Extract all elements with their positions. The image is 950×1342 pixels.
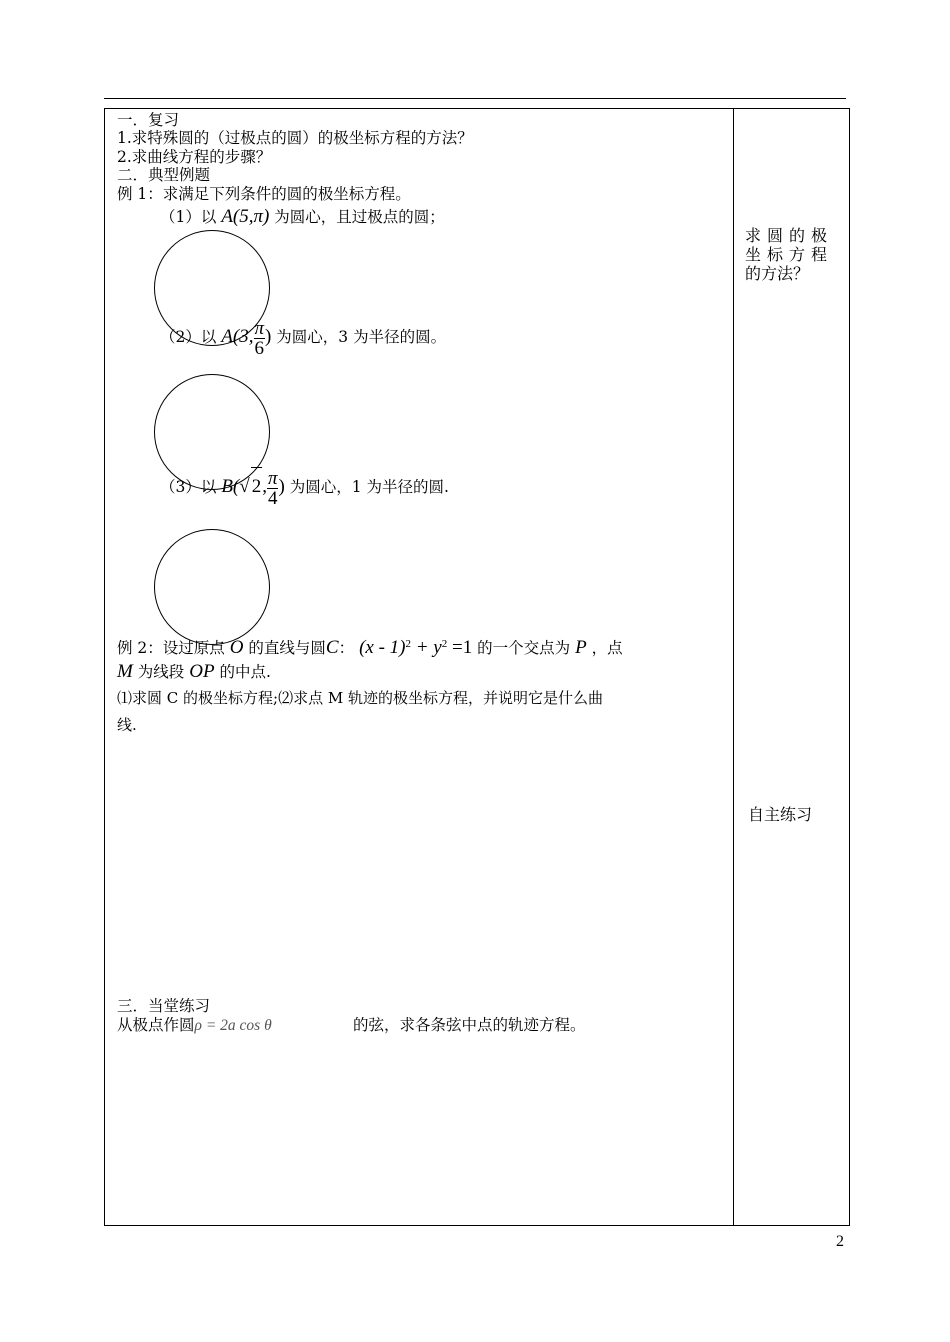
- item2-point-close: ): [265, 326, 272, 347]
- practice-problem: [117, 1016, 272, 1035]
- ex2-point-P: P: [575, 637, 587, 659]
- item3-fraction: [267, 469, 279, 508]
- ex2-colon: ：: [338, 639, 355, 658]
- ex2-eq-part3: =1: [447, 637, 473, 659]
- item2-frac-num: π: [254, 317, 265, 339]
- ex2-part3: 的一个交点为: [477, 639, 571, 658]
- sidebar-note1-line2: 坐标方程: [745, 245, 834, 264]
- item3-comma: ,: [262, 476, 267, 497]
- sidebar-note1-line3: 的方法？: [745, 264, 810, 283]
- item1-suffix: 为圆心，且过极点的圆；: [274, 208, 445, 226]
- item2-frac-den: 6: [254, 337, 265, 359]
- item3-point-close: ): [278, 476, 285, 497]
- review-question-2: 2.求曲线方程的步骤？: [117, 148, 272, 166]
- sqrt-sign-icon: √: [239, 476, 250, 497]
- ex2-part2: 的直线与圆: [248, 639, 326, 658]
- column-divider: [733, 108, 734, 1226]
- practice-part2: 的弦，求各条弦中点的轨迹方程。: [353, 1016, 586, 1034]
- example1-item2: [160, 318, 446, 358]
- ex2-eq-part1: (x - 1): [359, 637, 406, 659]
- ex2-part1: 例 2：设过原点: [117, 639, 225, 658]
- ex2-eq-sup2: 2: [441, 638, 448, 650]
- section2-heading: 二．典型例题: [117, 166, 211, 184]
- review-question-1: 1.求特殊圆的（过极点的圆）的极坐标方程的方法？: [117, 129, 473, 147]
- ex2-part6: 的中点.: [219, 663, 271, 681]
- item2-point-open: A(3,: [221, 326, 254, 347]
- item2-prefix: （2）以: [160, 328, 217, 346]
- example2-task-line1: ⑴求圆 C 的极坐标方程;⑵求点 M 轨迹的极坐标方程，并说明它是什么曲: [117, 689, 603, 707]
- item2-suffix: 为圆心，3 为半径的圆。: [276, 328, 447, 346]
- ex2-point-O: O: [229, 637, 244, 659]
- example2-task-line2: 线.: [117, 716, 137, 734]
- ex2-circle-C: C: [325, 637, 339, 659]
- example2-statement-line2: [117, 661, 271, 683]
- ex2-segment-OP: OP: [189, 661, 215, 682]
- section1-heading: 一．复习: [117, 111, 180, 129]
- practice-equation: ρ = 2a cos θ: [194, 1017, 272, 1034]
- circle-drawing-3: [154, 529, 270, 645]
- item3-frac-den: 4: [267, 487, 278, 509]
- ex2-point-M: M: [117, 661, 133, 682]
- ex2-eq-part2: + y: [410, 637, 442, 659]
- practice-part1: 从极点作圆: [117, 1016, 195, 1034]
- item3-point-open: B(: [221, 476, 240, 497]
- item3-root: 2: [251, 467, 263, 506]
- item1-point: A(5,π): [221, 206, 270, 227]
- item3-prefix: （3）以: [160, 478, 217, 496]
- sidebar-note1-line1: 求圆的极: [745, 226, 834, 245]
- item2-fraction: [254, 319, 266, 358]
- page-number: 2: [836, 1233, 844, 1250]
- item3-frac-num: π: [267, 467, 278, 489]
- item3-suffix: 为圆心，1 为半径的圆.: [289, 478, 449, 496]
- example1-intro: 例 1：求满足下列条件的圆的极坐标方程。: [117, 185, 411, 203]
- example1-item3: [160, 467, 449, 508]
- ex2-eq-sup1: 2: [405, 638, 411, 650]
- ex2-part4: ，点: [591, 639, 623, 658]
- item1-prefix: （1）以: [160, 208, 217, 226]
- section3-heading: 三．当堂练习: [117, 997, 211, 1015]
- example1-item1: [160, 208, 445, 226]
- sidebar-note2: 自主练习: [748, 805, 813, 824]
- header-rule: [104, 98, 846, 99]
- ex2-part5: 为线段: [137, 663, 185, 681]
- example2-statement-line1: [117, 633, 623, 659]
